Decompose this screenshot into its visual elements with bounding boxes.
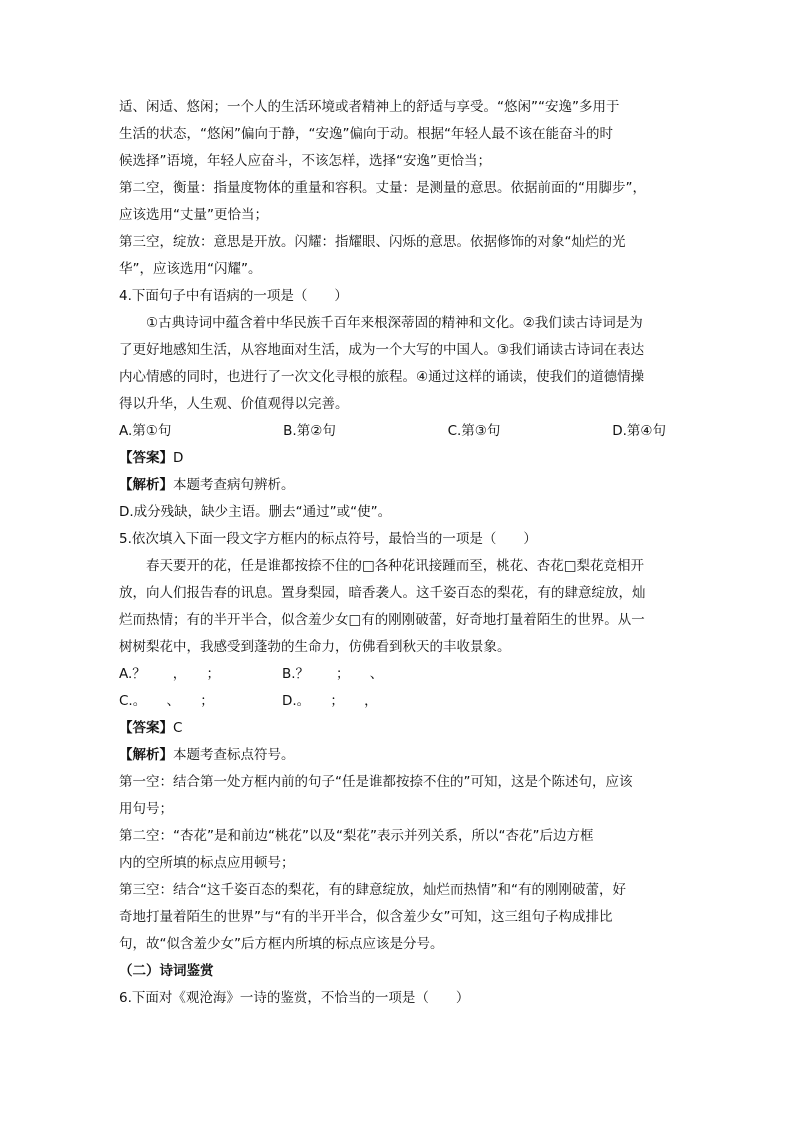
text-line: 生活的状态，“悠闲”偏向于静，“安逸”偏向于动。根据“年轻人最不该在能奋斗的时	[119, 126, 613, 142]
question-4-options	[119, 418, 679, 445]
text-line: 华”，应该选用“闪耀”。	[119, 261, 262, 277]
question-5-analysis	[119, 742, 679, 769]
answer-value: D	[173, 450, 184, 466]
document-body	[119, 94, 679, 1012]
question-5-explanation-line: 句，故“似含羞少女”后方框内所填的标点应该是分号。	[119, 936, 444, 952]
option-a: A.？ ， ；	[119, 666, 221, 682]
question-4-answer	[119, 445, 679, 472]
text-line: 应该选用“丈量”更恰当；	[119, 207, 268, 223]
question-5-explanation-line: 第一空：结合第一处方框内前的句子“任是谁都按捺不住的”可知，这是个陈述句，应该	[119, 774, 633, 790]
question-4-passage-line: ①古典诗词中蕴含着中华民族千百年来根深蒂固的精神和文化。②我们读古诗词是为	[146, 315, 643, 331]
analysis-text: 本题考查病句辨析。	[173, 477, 295, 493]
question-5-passage-line: 放，向人们报告春的讯息。置身梨园，暗香袭人。这千姿百态的梨花，有的肆意绽放，灿	[119, 585, 646, 601]
text-line: 第二空，衡量：指量度物体的重量和容积。丈量：是测量的意思。依据前面的“用脚步”，	[119, 180, 646, 196]
option-d: D.。 ； ，	[282, 693, 378, 709]
option-c: C.第③句	[447, 423, 501, 439]
question-5-stem: 5.依次填入下面一段文字方框内的标点符号，最恰当的一项是（ ）	[119, 531, 537, 547]
question-4-explanation: D.成分残缺，缺少主语。删去“通过”或“使”。	[119, 504, 392, 520]
option-b: B.？ ； 、	[282, 666, 384, 682]
question-4-passage-line: 得以升华，人生观、价值观得以完善。	[119, 396, 349, 412]
question-4-passage-line: 内心情感的同时，也进行了一次文化寻根的旅程。④通过这样的诵读，使我们的道德情操	[119, 369, 645, 385]
text-line: 第三空，绽放：意思是开放。闪耀：指耀眼、闪烁的意思。依据修饰的对象“灿烂的光	[119, 234, 626, 250]
question-5-passage-line: 树树梨花中，我感受到蓬勃的生命力，仿佛看到秋天的丰收景象。	[119, 639, 511, 655]
question-6-stem: 6.下面对《观沧海》一诗的鉴赏，不恰当的一项是（ ）	[119, 990, 470, 1006]
question-5-explanation-line: 内的空所填的标点应用顿号；	[119, 855, 295, 871]
analysis-label: 【解析】	[119, 477, 173, 493]
question-4-passage-line: 了更好地感知生活，从容地面对生活，成为一个大写的中国人。③我们诵读古诗词在表达	[119, 342, 645, 358]
answer-label: 【答案】	[119, 720, 173, 736]
option-a: A.第①句	[119, 423, 172, 439]
question-5-options-row-1	[119, 661, 679, 688]
option-d: D.第④句	[612, 423, 666, 439]
question-5-passage-line: 春天要开的花，任是谁都按捺不住的□各种花讯接踵而至，桃花、杏花□梨花竞相开	[146, 558, 645, 574]
question-5-answer	[119, 715, 679, 742]
text-line: 候选择”语境，年轻人应奋斗，不该怎样，选择“安逸”更恰当；	[119, 153, 491, 169]
question-5-options-row-2	[119, 688, 679, 715]
question-5-passage-line: 烂而热情；有的半开半合，似含羞少女□有的刚刚破蕾，好奇地打量着陌生的世界。从一	[119, 612, 645, 628]
question-5-explanation-line: 第二空：“杏花”是和前边“桃花”以及“梨花”表示并列关系，所以“杏花”后边方框	[119, 828, 594, 844]
question-5-explanation-line: 第三空：结合“这千姿百态的梨花，有的肆意绽放，灿烂而热情”和“有的刚刚破蕾，好	[119, 882, 626, 898]
question-4-stem: 4.下面句子中有语病的一项是（ ）	[119, 288, 348, 304]
question-4-analysis	[119, 472, 679, 499]
answer-value: C	[173, 720, 183, 736]
option-c: C.。 、 ；	[119, 693, 214, 709]
question-5-explanation-line: 奇地打量着陌生的世界”与“有的半开半合，似含羞少女”可知，这三组句子构成排比	[119, 909, 613, 925]
analysis-label: 【解析】	[119, 747, 173, 763]
text-line: 适、闲适、悠闲；一个人的生活环境或者精神上的舒适与享受。“悠闲”“安逸”多用于	[119, 99, 620, 115]
answer-label: 【答案】	[119, 450, 173, 466]
option-b: B.第②句	[283, 423, 336, 439]
section-heading: （二）诗词鉴赏	[119, 963, 214, 979]
question-5-explanation-line: 用句号；	[119, 801, 173, 817]
analysis-text: 本题考查标点符号。	[173, 747, 295, 763]
